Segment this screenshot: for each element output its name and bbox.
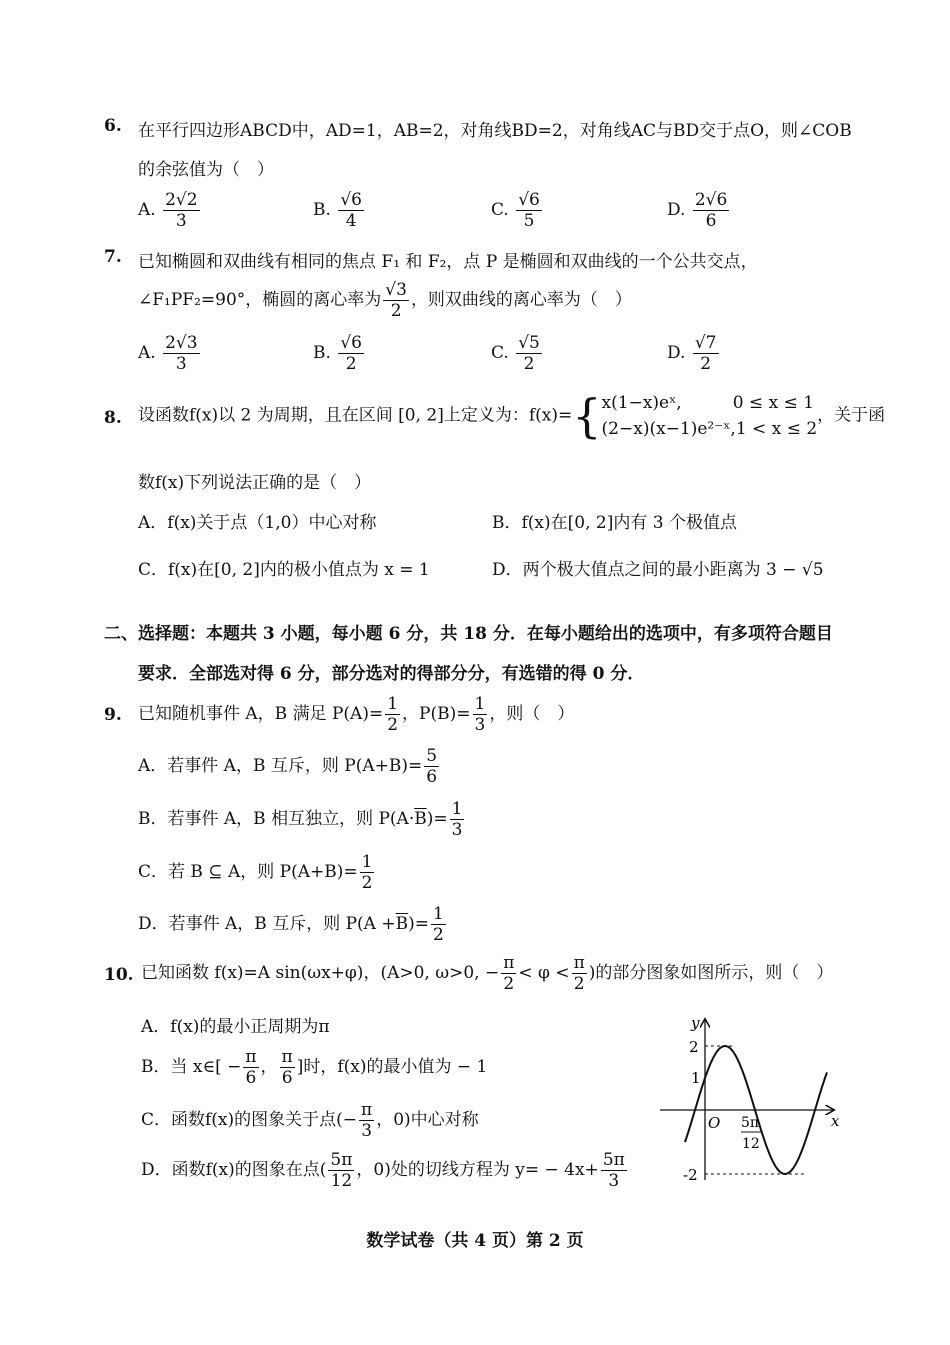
- option-a: [138, 333, 202, 374]
- option-d: [667, 190, 731, 231]
- fraction: $\frac{√7}{2}$: [694, 333, 717, 374]
- x-tick-den: 12: [742, 1136, 760, 1152]
- q7-stem-line2: [138, 280, 632, 321]
- q9-option-a: A．若事件 A，B 互斥，则 P(A+B)= $\frac{5}{6}$: [138, 746, 438, 787]
- question-number: 8.: [104, 408, 122, 428]
- fraction: $\frac{√3}{2}$: [385, 280, 407, 321]
- option-label: C.: [491, 343, 515, 363]
- q8-stem-text-end: ，关于函: [817, 405, 886, 426]
- option-a: [138, 190, 202, 231]
- fraction: $\frac{√6}{2}$: [340, 333, 362, 374]
- y-tick-1: 1: [691, 1069, 701, 1087]
- piecewise-cases: x(1−x)eˣ, 0 ≤ x ≤ 1 (2−x)(x−1)e²⁻ˣ,1 < x ≤ 2: [601, 393, 818, 439]
- option-label: B.: [313, 200, 337, 220]
- option-c: [491, 190, 544, 231]
- q8-stem-text: 设函数f(x)以 2 为周期，且在区间 [0, 2]上定义为：f(x)=: [138, 405, 573, 426]
- fraction: $\frac{2√6}{6}$: [694, 190, 728, 231]
- section-instructions: 要求．全部选对得 6 分，部分选对的得部分分，有选错的得 0 分．: [138, 664, 645, 684]
- q8-option-b: B．f(x)在[0, 2]内有 3 个极值点: [492, 513, 737, 533]
- y-tick-neg2: -2: [683, 1166, 698, 1184]
- q8-option-c: C．f(x)在[0, 2]内的极小值点为 x = 1: [138, 560, 430, 580]
- option-d: [667, 333, 721, 374]
- q6-stem-line2: 的余弦值为（ ）: [138, 160, 274, 180]
- section-heading: 二、选择题：本题共 3 小题，每小题 6 分，共 18 分．在每小题给出的选项中，有多项符合题目: [104, 624, 833, 644]
- q9-stem: 已知随机事件 A，B 满足 P(A)= $\frac{1}{2}$ ，P(B)= $\frac{1}{3}$ ，则（ ）: [138, 694, 575, 735]
- fraction: $\frac{√5}{2}$: [518, 333, 540, 374]
- option-label: A.: [138, 343, 162, 363]
- y-axis-label: y: [691, 1014, 700, 1032]
- q10-option-a: A．f(x)的最小正周期为π: [141, 1017, 330, 1037]
- q7-stem-line2b: ，则双曲线的离心率为（ ）: [410, 290, 632, 310]
- q9-option-d: D．若事件 A，B 互斥，则 $P(A +\overline{B})=$ $\frac{1}{2}$: [138, 904, 444, 945]
- brace: {: [572, 389, 602, 443]
- fraction: $\frac{√6}{5}$: [518, 190, 540, 231]
- question-number: 10.: [104, 965, 134, 985]
- sine-graph: [655, 1010, 850, 1185]
- x-axis-label: x: [831, 1112, 840, 1130]
- x-tick-num: 5π: [741, 1115, 760, 1131]
- y-tick-2: 2: [689, 1038, 699, 1056]
- q10-stem: 已知函数 f(x)=A sin(ωx+φ)，(A>0, ω>0, − $\frac{\pi}{2}$ < φ < $\frac{\pi}{2}$ )的部分图象如图所示，则（ ）: [141, 953, 834, 994]
- q10-option-d: D．函数f(x)的图象在点( $\frac{5\pi}{12}$ ，0)处的切线方程为 y= − 4x+ $\frac{5\pi}{3}$: [141, 1150, 625, 1191]
- option-label: C.: [491, 200, 515, 220]
- q8-option-d: D．两个极大值点之间的最小距离为 3 − √5: [492, 560, 824, 580]
- option-label: D.: [667, 200, 691, 220]
- q6-stem-line1: 在平行四边形ABCD中，AD=1，AB=2，对角线BD=2，对角线AC与BD交于点O，则∠COB: [138, 121, 852, 141]
- q7-stem-line1: 已知椭圆和双曲线有相同的焦点 F₁ 和 F₂，点 P 是椭圆和双曲线的一个公共交点，: [138, 252, 758, 272]
- question-number: 6.: [104, 116, 122, 136]
- q7-stem-line2a: ∠F₁PF₂=90°，椭圆的离心率为: [138, 290, 382, 310]
- q10-option-b: B．当 x∈[ − $\frac{\pi}{6}$ ， $\frac{\pi}{6}$ ]时，f(x)的最小值为 − 1: [141, 1047, 488, 1088]
- option-b: [313, 333, 366, 374]
- page-footer: 数学试卷（共 4 页）第 2 页: [366, 1231, 584, 1251]
- q8-option-a: A．f(x)关于点（1,0）中心对称: [138, 513, 377, 533]
- origin-label: O: [708, 1114, 721, 1132]
- q8-stem-line1: [138, 390, 885, 442]
- option-label: D.: [667, 343, 691, 363]
- q9-option-c: C．若 B ⊆ A，则 P(A+B)= $\frac{1}{2}$: [138, 852, 373, 893]
- fraction: $\frac{2√3}{3}$: [165, 333, 198, 374]
- option-c: [491, 333, 544, 374]
- q8-stem-line2: 数f(x)下列说法正确的是（ ）: [138, 473, 372, 493]
- q10-option-c: C．函数f(x)的图象关于点(− $\frac{\pi}{3}$ ，0)中心对称: [141, 1100, 479, 1141]
- option-b: [313, 190, 366, 231]
- question-number: 7.: [104, 247, 122, 267]
- question-number: 9.: [104, 705, 122, 725]
- q9-option-b: B．若事件 A，B 相互独立，则 $P(A\cdot\overline{B})=$ $\frac{1}{3}$: [138, 799, 463, 840]
- option-label: B.: [313, 343, 337, 363]
- option-label: A.: [138, 200, 162, 220]
- fraction: $\frac{√6}{4}$: [340, 190, 362, 231]
- fraction: $\frac{2√2}{3}$: [165, 190, 198, 231]
